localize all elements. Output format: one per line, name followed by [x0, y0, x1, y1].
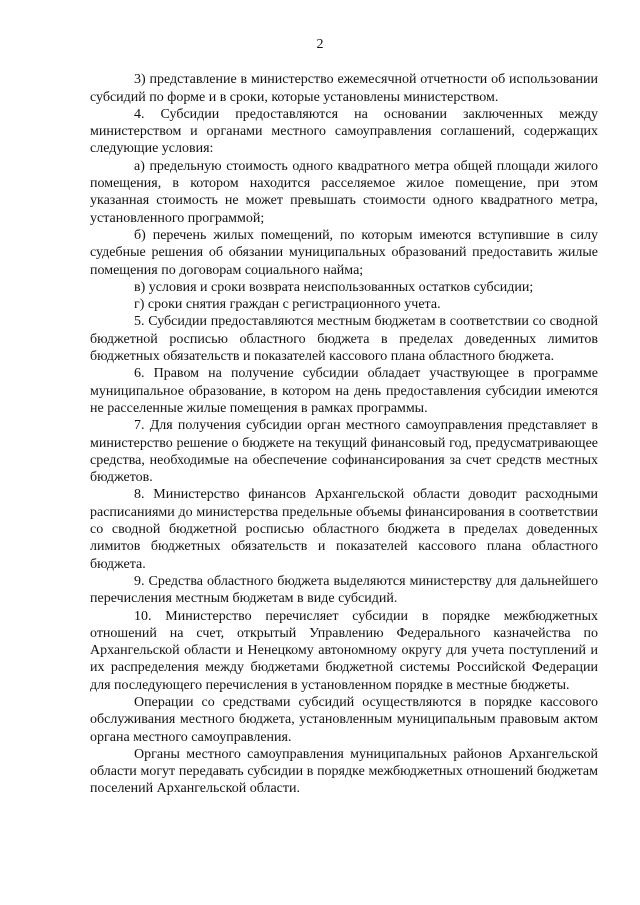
paragraph-5-budget-allocation: 5. Субсидии предоставляются местным бюджетам в соответствии со сводной бюджетной росписью областного бюджета в пределах доведенных лимитов бюджетных обязательств и показателей кассового плана областного бюджета. [90, 314, 598, 365]
paragraph-4a-max-cost: а) предельную стоимость одного квадратного метра общей площади жилого помещения, в котором находится расселяемое жилое помещение, при этом указанная стоимость не может превышать стоимости одного квадратного метра, установленного программой; [90, 158, 598, 226]
paragraph-7-budget-decision: 7. Для получения субсидии орган местного самоуправления представляет в министерство решение о бюджете на текущий финансовый год, предусматривающее средства, необходимые на обеспечение софинансирования за счет средств местных бюджетов. [90, 418, 598, 486]
paragraph-district-transfers: Органы местного самоуправления муниципальных районов Архангельской области могут передавать субсидии в порядке межбюджетных отношений бюджетам поселений Архангельской области. [90, 746, 598, 797]
paragraph-8-finance-ministry: 8. Министерство финансов Архангельской области доводит расходными расписаниями до министерства предельные объемы финансирования в соответствии со сводной бюджетной росписью областного бюджета в пределах доведенных лимитов бюджетных обязательств и показателей кассового плана областного бюджета. [90, 487, 598, 572]
paragraph-9-funds-allocation: 9. Средства областного бюджета выделяются министерству для дальнейшего перечисления местным бюджетам в виде субсидий. [90, 573, 598, 607]
paragraph-item-3-reporting: 3) представление в министерство ежемесячной отчетности об использовании субсидий по форме и в сроки, которые установлены министерством. [90, 72, 598, 105]
paragraph-6-eligibility: 6. Правом на получение субсидии обладает участвующее в программе муниципальное образование, в котором на день предоставления субсидии имеются не расселенные жилые помещения в рамках программы. [90, 366, 598, 416]
paragraph-4v-return-terms: в) условия и сроки возврата неиспользованных остатков субсидии; [134, 279, 534, 295]
paragraph-4g-deregistration: г) сроки снятия граждан с регистрационного учета. [134, 297, 441, 313]
page-number: 2 [316, 37, 324, 52]
paragraph-4b-housing-list: б) перечень жилых помещений, по которым имеются вступившие в силу судебные решения об обязании муниципальных образований предоставить жилые помещения по договорам социального найма; [90, 227, 598, 278]
paragraph-4-agreements: 4. Субсидии предоставляются на основании заключенных между министерством и органами местного самоуправления соглашений, содержащих следующие условия: [90, 106, 598, 157]
paragraph-10-transfer: 10. Министерство перечисляет субсидии в порядке межбюджетных отношений на счет, открытый Управлению Федерального казначейства по Архангельской области и Ненецкому автономному округу для учета поступлений и их распределения между бюджетами бюджетной системы Российской Федерации для последующего перечисления в установленном порядке в местные бюджеты. [90, 608, 598, 693]
paragraph-operations: Операции со средствами субсидий осуществляются в порядке кассового обслуживания местного бюджета, установленным муниципальным правовым актом органа местного самоуправления. [90, 694, 598, 745]
